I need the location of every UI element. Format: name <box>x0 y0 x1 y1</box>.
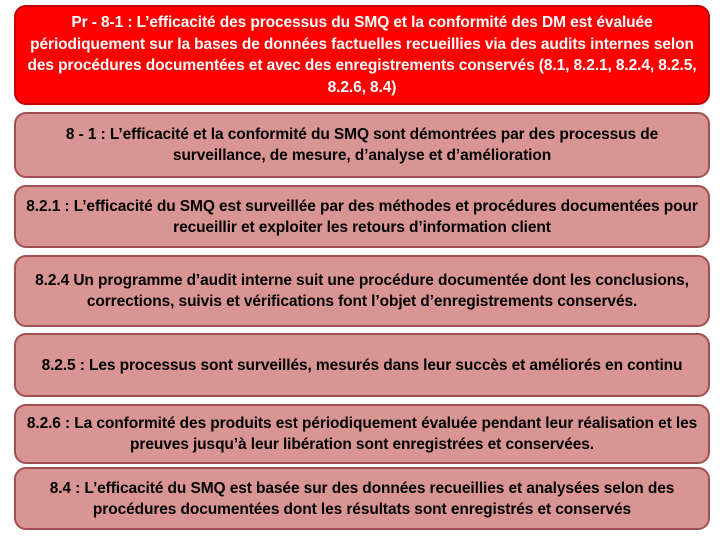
clause-8-4-text: 8.4 : L’efficacité du SMQ est basée sur des données recueillies et analysées selon des procédures documentées dont les résultats sont enregistrés et conservés <box>49 479 675 518</box>
header-text: Pr - 8-1 : L’efficacité des processus du SMQ et la conformité des DM est évaluée périodiquement sur la bases de données factuelles recueillies via des audits internes selon des procédures documentées et avec des enregistrements conservés (8.1, 8.2.1, 8.2.4, 8.2.5, 8.2.6, 8.4) <box>27 14 697 96</box>
clause-8-1-text: 8 - 1 : L’efficacité et la conformité du SMQ sont démontrées par des processus de surveillance, de mesure, d’analyse et d’amélioration <box>65 126 659 164</box>
clause-8-2-4-text: 8.2.4 Un programme d’audit interne suit une procédure documentée dont les conclusions, corrections, suivis et vérifications font l’objet d’enregistrements conservés. <box>35 272 689 310</box>
clause-8-2-1-box <box>14 185 710 248</box>
clause-8-1-box <box>14 112 710 178</box>
clause-8-2-4-box <box>14 255 710 327</box>
clause-8-2-5-text: 8.2.5 : Les processus sont surveillés, mesurés dans leur succès et améliorés en continu <box>41 356 683 374</box>
header-box <box>14 5 710 105</box>
clause-8-4-box <box>14 467 710 530</box>
clause-8-2-6-box <box>14 404 710 464</box>
clause-8-2-5-box <box>14 333 710 397</box>
clause-8-2-6-text: 8.2.6 : La conformité des produits est périodiquement évaluée pendant leur réalisation et les preuves jusqu’à leur libération sont enregistrées et conservées. <box>26 415 698 453</box>
clause-8-2-1-text: 8.2.1 : L’efficacité du SMQ est surveillée par des méthodes et procédures documentées pour recueillir et exploiter les retours d’information client <box>26 197 698 236</box>
